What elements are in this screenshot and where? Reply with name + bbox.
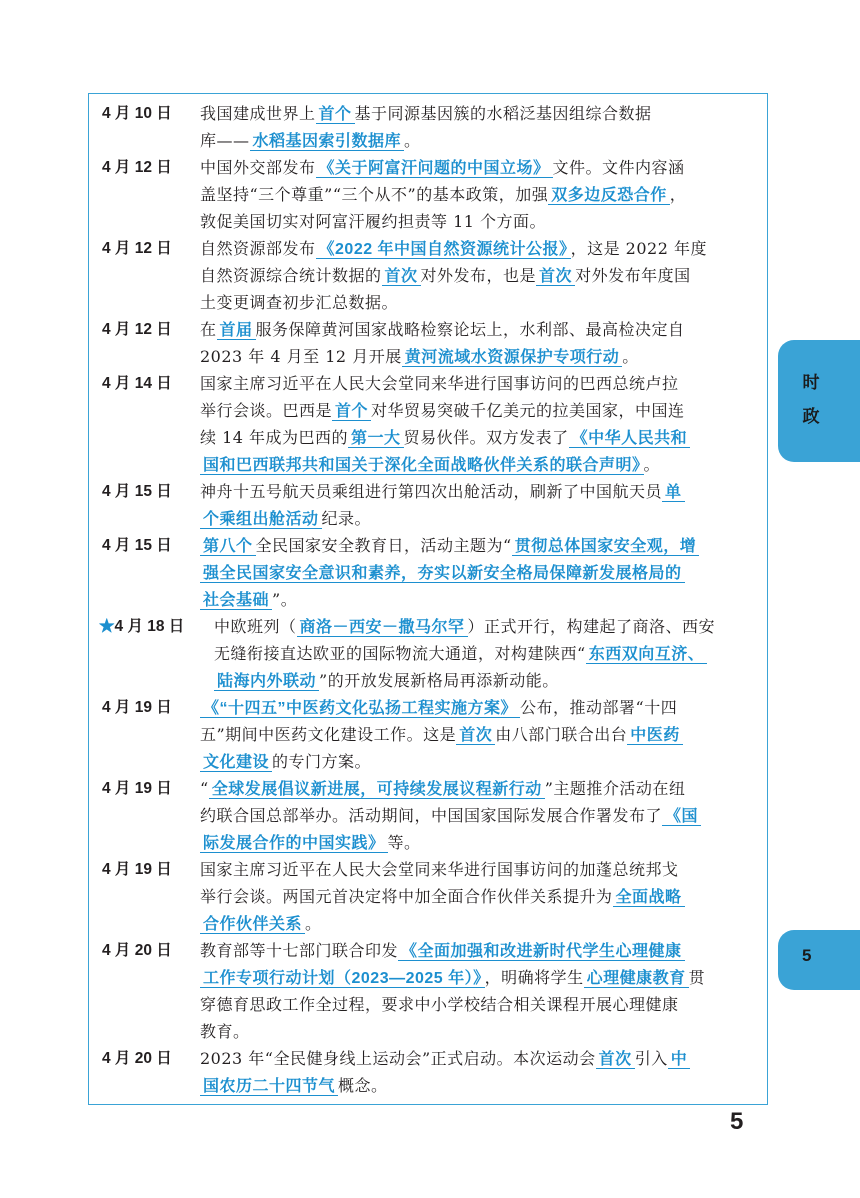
text-segment: 自然资源部发布 [200,239,316,258]
answer-fill: 首个 [332,403,371,421]
entry-date-text: 4 月 15 日 [102,483,172,500]
entry-date-text: 4 月 14 日 [102,375,172,392]
answer-fill: 《国 [662,808,701,826]
text-line [200,586,762,613]
entry-date-text: 4 月 19 日 [102,699,172,716]
answer-fill: 国和巴西联邦共和国关于深化全面战略伙伴关系的联合声明》 [200,457,644,475]
text-segment: 。 [305,914,322,933]
answer-fill: 全球发展倡议新进展，可持续发展议程新行动 [209,781,545,799]
text-line [200,154,762,181]
text-segment: 自然资源综合统计数据的 [200,266,382,285]
text-segment: 由八部门联合出台 [495,725,628,744]
timeline-entry [102,478,762,532]
text-line [200,100,762,127]
answer-fill: 首届 [217,322,256,340]
answer-fill: 首次 [382,268,421,286]
text-segment: 国家主席习近平在人民大会堂同来华进行国事访问的巴西总统卢拉 [200,374,679,393]
text-segment: 举行会谈。巴西是 [200,401,333,420]
entry-date [102,694,172,721]
timeline-entry [102,235,762,316]
text-segment: “ [200,779,209,798]
text-line [200,235,762,262]
text-segment: 土变更调查初步汇总数据。 [200,293,399,312]
text-line [200,397,762,424]
entry-date [102,856,172,883]
text-segment: 文件。文件内容涵 [552,158,685,177]
entry-text [200,856,762,937]
answer-fill: 黄河流域水资源保护专项行动 [402,349,623,367]
entry-text [200,937,762,1045]
text-segment: 对外发布，也是 [420,266,537,285]
text-line [200,478,762,505]
section-tab-char-2: 政 [802,407,820,426]
text-line [200,694,762,721]
entry-text [200,154,762,235]
entry-date-text: 4 月 20 日 [102,1050,172,1067]
entry-text [200,1045,762,1099]
entry-date [102,370,172,397]
entry-date-text: 4 月 12 日 [102,240,172,257]
answer-fill: 东西双向互济、 [586,646,708,664]
answer-fill: 第一大 [348,430,404,448]
text-segment: 贸易伙伴。双方发表了 [403,428,569,447]
text-segment: ”的开放发展新格局再添新动能。 [319,671,559,690]
timeline-entry [99,613,762,694]
entry-date-text: 4 月 20 日 [102,942,172,959]
entry-date-text: 4 月 19 日 [102,861,172,878]
text-line [200,748,762,775]
entry-date-text: 4 月 10 日 [102,105,172,122]
text-segment: 中国外交部发布 [200,158,316,177]
text-segment: 教育部等十七部门联合印发 [200,941,399,960]
text-line [214,613,762,640]
answer-fill: 首个 [316,106,355,124]
text-line [200,127,762,154]
entry-text [200,370,762,478]
text-line [200,208,762,235]
entry-text [200,316,762,370]
text-line [200,829,762,856]
text-line [200,856,762,883]
timeline-entry [102,775,762,856]
timeline-entry [102,370,762,478]
timeline-entry [102,937,762,1045]
text-segment: 五”期间中医药文化建设工作。这是 [200,725,457,744]
text-segment: 。 [643,455,661,474]
answer-fill: 贯彻总体国家安全观，增 [512,538,700,556]
answer-fill: 商洛－西安－撒马尔罕 [297,619,468,637]
text-segment: ）正式开行，构建起了商洛、西安 [467,617,716,636]
entry-text [200,694,762,775]
entry-date-text: 4 月 19 日 [102,780,172,797]
text-line [200,316,762,343]
text-line [214,640,762,667]
text-segment: 引入 [634,1049,668,1068]
timeline-entry [102,1045,762,1099]
text-segment: 对外发布年度国 [575,266,691,285]
text-line [200,1072,762,1099]
text-segment: 。 [404,131,421,150]
entry-text [200,235,762,316]
entry-text [214,613,762,694]
text-line [200,451,762,478]
text-segment: 无缝衔接直达欧亚的国际物流大通道，对构建陕西“ [214,644,586,663]
text-segment: ， [669,185,687,204]
text-line [200,721,762,748]
text-line [200,1018,762,1045]
text-segment: 神舟十五号航天员乘组进行第四次出舱活动，刷新了中国航天员 [200,482,663,501]
answer-fill: 心理健康教育 [584,970,689,988]
timeline-entry [102,154,762,235]
text-line [200,343,762,370]
text-line [200,262,762,289]
section-tab-politics[interactable] [778,340,860,462]
section-tab-char-1: 时 [802,373,820,392]
text-line [200,991,762,1018]
text-line [214,667,762,694]
entry-date-text: 4 月 15 日 [102,537,172,554]
text-segment: ，明确将学生 [484,968,584,987]
answer-fill: 第八个 [200,538,256,556]
entry-text [200,100,762,154]
answer-fill: 中医药 [627,727,683,745]
text-line [200,1045,762,1072]
answer-fill: 全面战略 [613,889,685,907]
text-line [200,370,762,397]
text-segment: 举行会谈。两国元首决定将中加全面合作伙伴关系提升为 [200,887,613,906]
text-segment: 约联合国总部举办。活动期间，中国国家国际发展合作署发布了 [200,806,663,825]
text-segment: 。 [622,347,639,366]
text-segment: 2023 年 4 月至 12 月开展 [200,347,402,366]
entry-date-text: 4 月 12 日 [102,321,172,338]
answer-fill: 首次 [536,268,575,286]
answer-fill: 国农历二十四节气 [200,1078,338,1096]
answer-fill: 中 [668,1051,691,1069]
page-number: 5 [730,1108,744,1135]
text-segment: 公布，推动部署“十四 [520,698,678,717]
text-segment: 盖坚持“三个尊重”“三个从不”的基本政策，加强 [200,185,549,204]
entry-text [200,775,762,856]
text-segment: 中欧班列（ [214,617,297,636]
answer-fill: 强全民国家安全意识和素养，夯实以新安全格局保障新发展格局的 [200,565,685,583]
answer-fill: 文化建设 [200,754,272,772]
text-line [200,937,762,964]
answer-fill: 际发展合作的中国实践》 [200,835,388,853]
answer-fill: 水稻基因索引数据库 [250,133,405,151]
text-segment: 2023 年“全民健身线上运动会”正式启动。本次运动会 [200,1049,596,1068]
answer-fill: 陆海内外联动 [214,673,319,691]
text-segment: ”。 [272,590,298,609]
text-line [200,775,762,802]
entry-text [200,478,762,532]
text-segment: 在 [200,320,217,339]
star-icon: ★ [99,618,115,635]
text-line [200,532,762,559]
entry-date [102,235,172,262]
text-line [200,181,762,208]
text-segment: 穿德育思政工作全过程，要求中小学校结合相关课程开展心理健康 [200,995,679,1014]
timeline-entry [102,694,762,775]
answer-fill: 《中华人民共和 [569,430,691,448]
text-segment: 对华贸易突破千亿美元的拉美国家，中国连 [371,401,685,420]
text-segment: 我国建成世界上 [200,104,316,123]
answer-fill: 个乘组出舱活动 [200,511,322,529]
text-segment: 教育。 [200,1022,250,1041]
text-segment: 概念。 [338,1076,388,1095]
answer-fill: 社会基础 [200,592,272,610]
text-line [200,505,762,532]
answer-fill: 单 [662,484,685,502]
text-line [200,910,762,937]
entry-date [102,937,172,964]
timeline-entry [102,856,762,937]
answer-fill: 首次 [596,1051,635,1069]
text-segment: 的专门方案。 [272,752,372,771]
entry-date [102,478,172,505]
timeline-entry [102,316,762,370]
text-segment: 服务保障黄河国家战略检察论坛上，水利部、最高检决定自 [255,320,685,339]
entry-date [102,154,172,181]
answer-fill: 工作专项行动计划（2023—2025 年）》 [200,970,485,988]
answer-fill: 《全面加强和改进新时代学生心理健康 [398,943,685,961]
text-segment: 敦促美国切实对阿富汗履约担责等 11 个方面。 [200,212,547,231]
entry-date [102,532,172,559]
page-tab[interactable] [778,930,860,990]
answer-fill: 《2022 年中国自然资源统计公报》 [316,241,571,259]
entry-date [102,775,172,802]
text-segment: 国家主席习近平在人民大会堂同来华进行国事访问的加蓬总统邦戈 [200,860,679,879]
text-line [200,883,762,910]
page-tab-label: 5 [802,946,812,965]
entry-text [200,532,762,613]
text-segment: 基于同源基因簇的水稻泛基因组综合数据 [354,104,652,123]
answer-fill: 双多边反恐合作 [548,187,670,205]
text-line [200,964,762,991]
text-segment: ”主题推介活动在纽 [544,779,686,798]
answer-fill: 首次 [456,727,495,745]
entry-date [102,1045,172,1072]
timeline-entry [102,532,762,613]
text-line [200,289,762,316]
answer-fill: 合作伙伴关系 [200,916,305,934]
answer-fill: 《关于阿富汗问题的中国立场》 [316,160,553,178]
text-segment: 纪录。 [321,509,372,528]
text-line [200,424,762,451]
text-segment: 全民国家安全教育日，活动主题为“ [255,536,512,555]
timeline-entry [102,100,762,154]
text-segment: 续 14 年成为巴西的 [200,428,349,447]
answer-fill: 《“十四五”中医药文化弘扬工程实施方案》 [200,700,520,718]
text-line [200,802,762,829]
text-line [200,559,762,586]
entry-date [102,100,172,127]
text-segment: ，这是 2022 年度 [570,239,707,258]
entry-date-text: 4 月 18 日 [114,618,185,635]
entry-date-text: 4 月 12 日 [102,159,172,176]
entry-date [99,613,184,640]
text-segment: 贯 [688,968,706,987]
text-segment: 库—— [200,131,250,150]
text-segment: 等。 [387,833,421,852]
entry-date [102,316,172,343]
